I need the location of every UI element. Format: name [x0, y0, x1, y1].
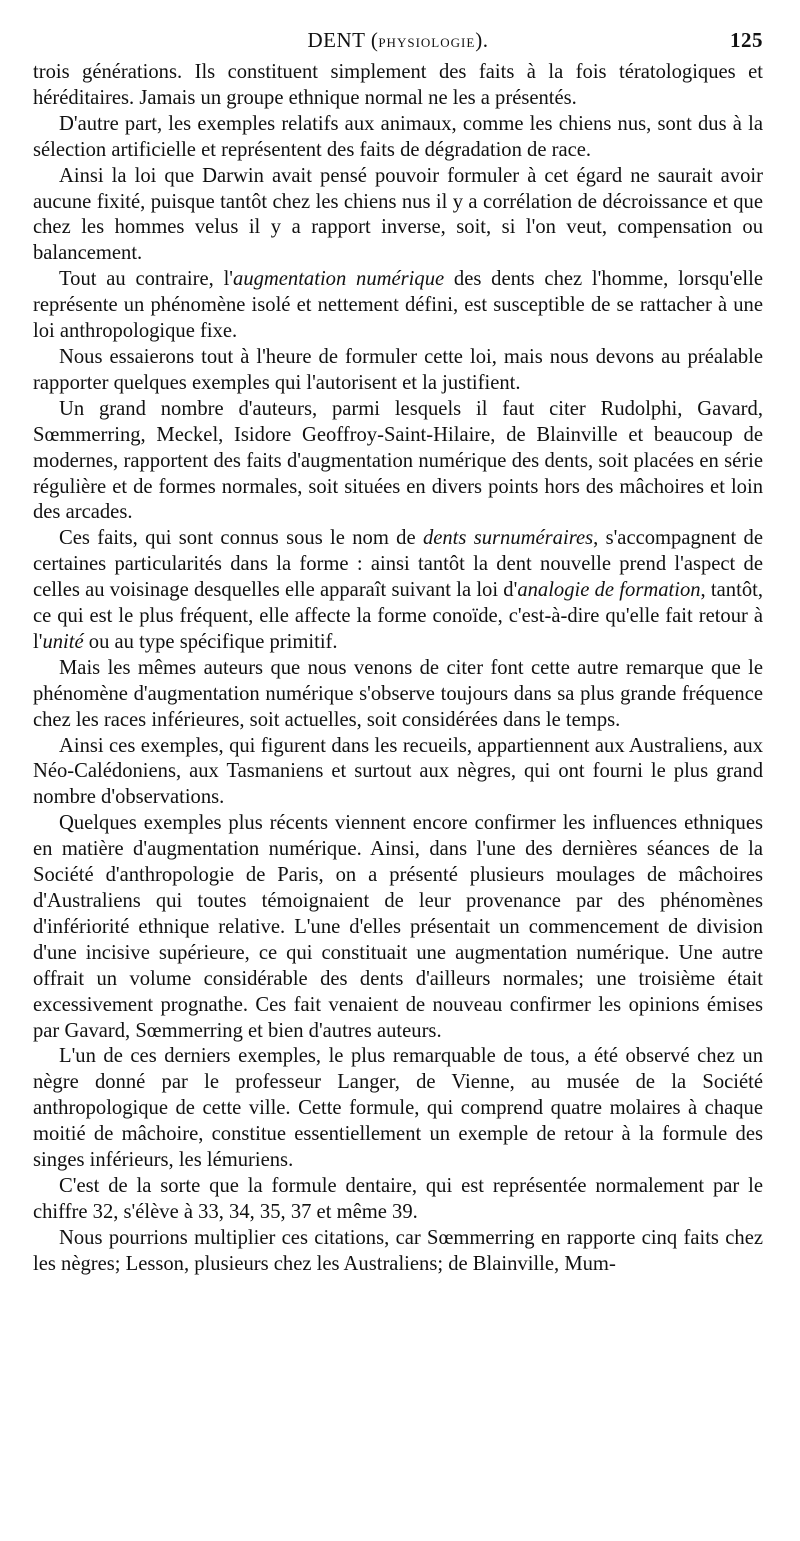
paragraph: [33, 164, 763, 268]
paragraph-text: Ainsi la loi que Darwin avait pensé pouvoir formuler à cet égard ne saurait avoir aucune fixité, puisque tantôt chez les chiens nus il y a corrélation de décroissance et que chez les hommes velus il y a rapport inverse, soit, si l'on veut, compensation ou balancement.: [33, 164, 763, 265]
paragraph-text: Ces faits, qui sont connus sous le nom de: [59, 527, 423, 550]
paragraph-text: des dents chez l'homme, lorsqu'elle représente un phénomène isolé et nettement défini, est susceptible de se rattacher à une loi anthropologique fixe.: [33, 268, 763, 343]
paragraph: [33, 656, 763, 734]
page: [33, 28, 763, 1278]
italic-text: analogie de formation: [517, 579, 701, 602]
paragraph: [33, 1174, 763, 1226]
paragraph-text: L'un de ces derniers exemples, le plus remarquable de tous, a été observé chez un nègre donné par le professeur Langer, de Vienne, au musée de la Société anthropologique de cette ville. Cette formule, qui comprend quatre molaires à chaque moitié de mâchoire, constitue essentiellement un exemple de retour à la formule des singes inférieurs, les lémuriens.: [33, 1045, 763, 1172]
paragraph: [33, 811, 763, 1044]
body-text: [33, 60, 763, 1278]
paragraph: [33, 526, 763, 656]
paragraph-text: Mais les mêmes auteurs que nous venons de citer font cette autre remarque que le phénomène d'augmentation numérique s'observe toujours dans sa plus grande fréquence chez les races inférieures, soit actuelles, soit considérées dans le temps.: [33, 656, 763, 731]
paragraph-text: , s'accompagnent de certaines particularités dans la forme : ainsi tantôt la dent nouvelle prend l'aspect de celles au voisinage desquelles elle apparaît suivant la loi d': [33, 527, 763, 602]
paragraph-text: Nous pourrions multiplier ces citations, car Sœmmerring en rapporte cinq faits chez les nègres; Lesson, plusieurs chez les Australiens; de Blainville, Mum-: [33, 1226, 763, 1275]
paragraph: [33, 345, 763, 397]
paragraph-text: C'est de la sorte que la formule dentaire, qui est représentée normalement par le chiffre 32, s'élève à 33, 34, 35, 37 et même 39.: [33, 1174, 763, 1223]
paragraph: [33, 112, 763, 164]
paragraph-text: Quelques exemples plus récents viennent encore confirmer les influences ethniques en matière d'augmentation numérique. Ainsi, dans l'une des dernières séances de la Société d'anthropologie de Paris, on a présenté plusieurs moulages de mâchoires d'Australiens qui toutes témoignaient de leur provenance par des phénomènes d'infériorité ethnique relative. L'une d'elles présentait un commencement de division d'une incisive supérieure, ce qui constituait une augmentation numérique. Une autre offrait un volume considérable des dents d'ailleurs normales; une troisième était excessivement prognathe. Ces fait venaient de nouveau confirmer les opinions émises par Gavard, Sœmmerring et bien d'autres auteurs.: [33, 812, 763, 1042]
running-title-main: DENT: [307, 28, 366, 52]
paragraph-text: D'autre part, les exemples relatifs aux animaux, comme les chiens nus, sont dus à la sélection artificielle et représentent des faits de dégradation de race.: [33, 112, 763, 161]
paragraph-text: , tantôt, ce qui est le plus fréquent, elle affecte la forme conoïde, c'est-à-dire qu'elle fait retour à l': [33, 579, 763, 653]
italic-text: unité: [42, 630, 84, 653]
running-header: [33, 28, 763, 60]
paragraph-text: Ainsi ces exemples, qui figurent dans les recueils, appartiennent aux Australiens, aux Néo-Calédoniens, aux Tasmaniens et surtout aux nègres, qui ont fourni le plus grand nombre d'observations.: [33, 734, 763, 809]
running-title: [33, 28, 763, 53]
running-title-paren-open: (: [370, 28, 379, 52]
paragraph-text: Nous essaierons tout à l'heure de formuler cette loi, mais nous devons au préalable rapporter quelques exemples qui l'autorisent et la justifient.: [33, 345, 763, 394]
running-title-section: physiologie: [378, 31, 476, 52]
paragraph-text: Tout au contraire, l': [59, 268, 234, 291]
paragraph: [33, 267, 763, 345]
paragraph: [33, 1044, 763, 1174]
italic-text: augmentation numérique: [233, 268, 445, 291]
paragraph-text: trois générations. Ils constituent simplement des faits à la fois tératologiques et héréditaires. Jamais un groupe ethnique normal ne les a présentés.: [33, 61, 763, 109]
paragraph: [33, 734, 763, 812]
paragraph-text: Un grand nombre d'auteurs, parmi lesquels il faut citer Rudolphi, Gavard, Sœmmerring, Meckel, Isidore Geoffroy-Saint-Hilaire, de Blainville et beaucoup de modernes, rapportent des faits d'augmentation numérique des dents, soit placées en série régulière et de formes normales, soit situées en divers points hors des mâchoires et loin des arcades.: [33, 397, 763, 524]
paragraph: [33, 397, 763, 527]
italic-text: dents surnuméraires: [422, 527, 594, 550]
paragraph-text: ou au type spécifique primitif.: [83, 630, 338, 653]
paragraph: [33, 1226, 763, 1278]
page-number: 125: [730, 28, 763, 52]
paragraph: [33, 60, 763, 112]
running-title-paren-close: ).: [475, 28, 489, 52]
